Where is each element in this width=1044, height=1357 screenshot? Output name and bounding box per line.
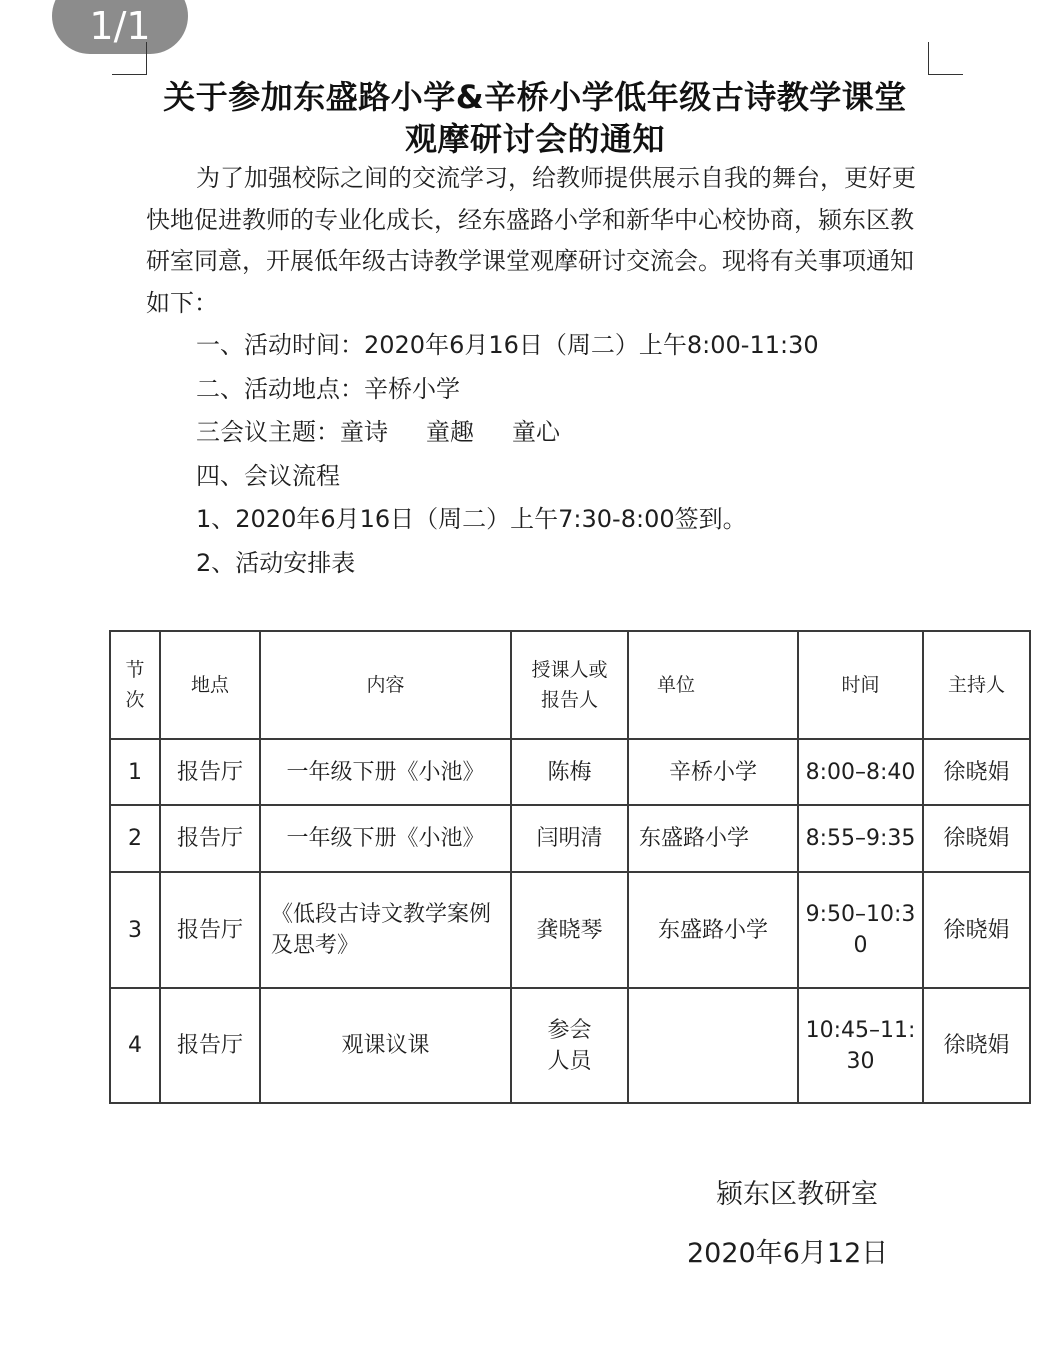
cell-speaker: 陈梅 bbox=[511, 739, 628, 805]
item-step-1: 1、2020年6月16日（周二）上午7:30-8:00签到。 bbox=[196, 505, 747, 533]
cell-time: 10:45–11: 30 bbox=[798, 988, 923, 1103]
title-line-2: 观摩研讨会的通知 bbox=[404, 120, 665, 158]
table-row bbox=[110, 872, 1030, 988]
intro-paragraph: 为了加强校际之间的交流学习，给教师提供展示自我的舞台，更好更快地促进教师的专业化成长，经东盛路小学和新华中心校协商，颍东区教研室同意，开展低年级古诗教学课堂观摩研讨交流会。现将有关事项通知如下： bbox=[146, 164, 916, 317]
document-title bbox=[140, 76, 930, 160]
cell-speaker: 参会 人员 bbox=[511, 988, 628, 1103]
cell-no: 4 bbox=[110, 988, 160, 1103]
cell-host: 徐晓娟 bbox=[923, 739, 1030, 805]
title-line-1: 关于参加东盛路小学&辛桥小学低年级古诗教学课堂 bbox=[163, 78, 907, 116]
table-row bbox=[110, 739, 1030, 805]
item-time: 一、活动时间：2020年6月16日（周二）上午8:00-11:30 bbox=[196, 331, 819, 359]
cell-no: 1 bbox=[110, 739, 160, 805]
cell-speaker: 闫明清 bbox=[511, 805, 628, 872]
cell-speaker: 龚晓琴 bbox=[511, 872, 628, 988]
theme-3: 童心 bbox=[512, 418, 560, 446]
table-row bbox=[110, 988, 1030, 1103]
cell-content: 一年级下册《小池》 bbox=[260, 805, 511, 872]
header-speaker: 授课人或 报告人 bbox=[511, 631, 628, 739]
activity-schedule-table bbox=[109, 630, 1031, 1104]
header-place: 地点 bbox=[160, 631, 260, 739]
cell-host: 徐晓娟 bbox=[923, 805, 1030, 872]
theme-2: 童趣 bbox=[426, 418, 474, 446]
cell-unit: 辛桥小学 bbox=[628, 739, 798, 805]
cell-content: 《低段古诗文教学案例 及思考》 bbox=[260, 872, 511, 988]
cell-host: 徐晓娟 bbox=[923, 872, 1030, 988]
cell-place: 报告厅 bbox=[160, 805, 260, 872]
header-content: 内容 bbox=[260, 631, 511, 739]
cell-unit: 东盛路小学 bbox=[628, 872, 798, 988]
cell-time: 9:50–10:3 0 bbox=[798, 872, 923, 988]
cell-place: 报告厅 bbox=[160, 739, 260, 805]
cell-content: 观课议课 bbox=[260, 988, 511, 1103]
table-header-row bbox=[110, 631, 1030, 739]
signature-date: 2020年6月12日 bbox=[687, 1238, 889, 1269]
header-host: 主持人 bbox=[923, 631, 1030, 739]
cell-place: 报告厅 bbox=[160, 872, 260, 988]
notice-body bbox=[146, 158, 916, 585]
header-time: 时间 bbox=[798, 631, 923, 739]
header-unit: 单位 bbox=[628, 631, 798, 739]
theme-label: 三会议主题：童诗 bbox=[196, 418, 388, 446]
cell-unit: 东盛路小学 bbox=[628, 805, 798, 872]
cell-time: 8:00–8:40 bbox=[798, 739, 923, 805]
item-place: 二、活动地点：辛桥小学 bbox=[196, 374, 460, 403]
cell-no: 2 bbox=[110, 805, 160, 872]
cell-no: 3 bbox=[110, 872, 160, 988]
header-no: 节 次 bbox=[110, 631, 160, 739]
cell-time: 8:55–9:35 bbox=[798, 805, 923, 872]
item-theme bbox=[146, 411, 916, 455]
item-process: 四、会议流程 bbox=[196, 461, 340, 490]
table-row bbox=[110, 805, 1030, 872]
crop-mark-top-left bbox=[112, 42, 147, 75]
cell-unit bbox=[628, 988, 798, 1103]
item-step-2: 2、活动安排表 bbox=[196, 548, 356, 577]
crop-mark-top-right bbox=[928, 42, 963, 75]
page-indicator-badge: 1/1 bbox=[52, 0, 188, 54]
cell-content: 一年级下册《小池》 bbox=[260, 739, 511, 805]
cell-host: 徐晓娟 bbox=[923, 988, 1030, 1103]
cell-place: 报告厅 bbox=[160, 988, 260, 1103]
signature-organization: 颍东区教研室 bbox=[716, 1179, 878, 1210]
